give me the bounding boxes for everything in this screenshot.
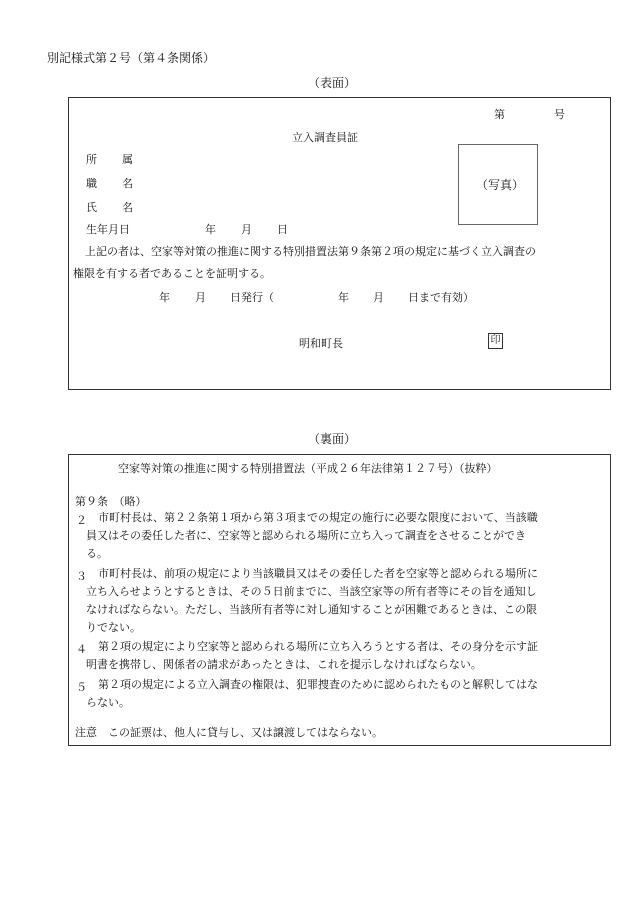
form-title: 別記様式第２号（第４条関係） [47,51,216,65]
item-line: 市町村長は、第２２条第１項から第３項までの規定の施行に必要な限度において、当該職 [98,511,538,524]
field-label-affiliation-b: 属 [122,153,133,166]
field-label-position-a: 職 [86,177,97,190]
note: 注意 この証票は、他人に貸与し、又は譲渡してはならない。 [75,726,383,739]
issue-month: 月 [195,291,206,304]
valid-year: 年 [338,291,349,304]
item-line: 第２項の規定による立入調査の権限は、犯罪捜査のために認められたものと解釈してはな [98,678,538,691]
cert-line-1: 上記の者は、空家等対策の推進に関する特別措置法第９条第２項の規定に基づく立入調査の [85,245,536,258]
back-heading: （裏面） [308,432,357,446]
field-label-position-b: 名 [122,177,133,190]
item-number: ３ [76,570,87,583]
birth-year: 年 [205,223,216,236]
item-line: 市町村長は、前項の規定により当該職員又はその委任した者を空家等と認められる場所に [98,567,538,580]
item-line: 員又はその委任した者に、空家等と認められる場所に立ち入って調査をさせることができ [86,529,526,542]
cert-line-2: 権限を有する者であることを証明する。 [73,267,271,280]
field-label-affiliation-a: 所 [86,153,97,166]
item-number: ５ [76,681,87,694]
issuer: 明和町長 [299,337,343,350]
field-label-name-a: 氏 [86,201,97,214]
item-line: りでない。 [86,621,141,634]
item-line: 明書を携帯し、関係者の請求があったときは、これを提示しなければならない。 [86,658,482,671]
birth-label: 生年月日 [86,223,130,236]
card-title: 立入調査員証 [292,131,358,144]
number-go: 号 [554,108,565,121]
article-head: 第９条 （略） [75,495,147,508]
valid-until: 日まで有効） [408,291,474,304]
issue-year: 年 [159,291,170,304]
item-line: 第２項の規定により空家等と認められる場所に立ち入ろうとする者は、その身分を示す証 [98,640,538,653]
number-dai: 第 [494,108,505,121]
law-title: 空家等対策の推進に関する特別措置法（平成２６年法律第１２７号）（抜粋） [118,462,498,475]
valid-month: 月 [373,291,384,304]
birth-month: 月 [241,223,252,236]
field-label-name-b: 名 [122,201,133,214]
front-heading: （表面） [308,76,357,90]
item-number: ４ [76,643,87,656]
item-number: ２ [76,514,87,527]
seal-mark: 印 [488,333,503,349]
item-line: なければならない。ただし、当該所有者等に対し通知することが困難であるときは、この限 [86,603,537,616]
item-line: 立ち入らせようとするときは、その５日前までに、当該空家等の所有者等にその旨を通知し [86,585,537,598]
photo-label: （写真） [476,178,525,192]
issue-day: 日発行（ [230,291,274,304]
item-line: らない。 [86,696,130,709]
birth-day: 日 [277,223,288,236]
item-line: る。 [86,547,108,560]
